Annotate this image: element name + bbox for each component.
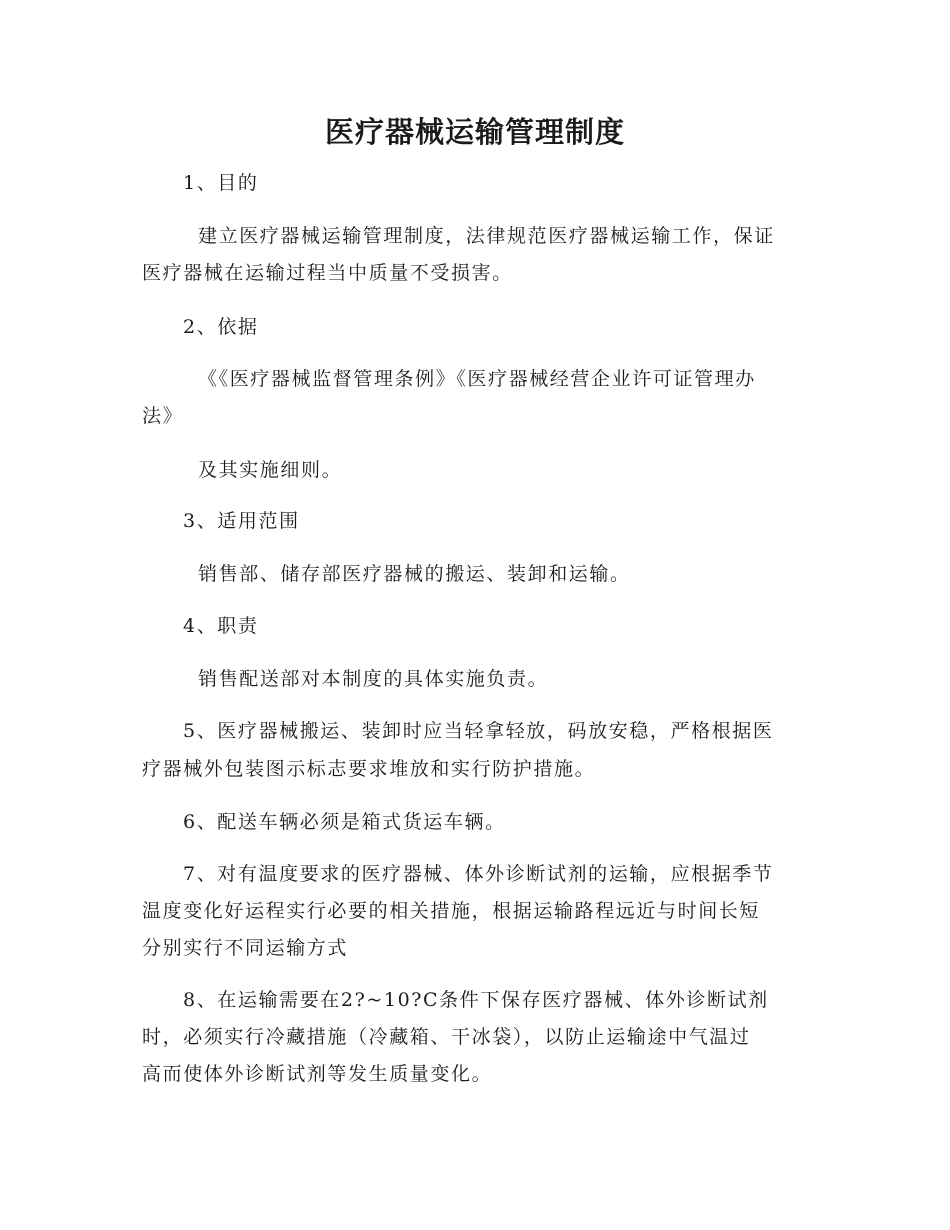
section-2-text-line-2: 法》: [142, 405, 184, 427]
section-7-line-2: 温度变化好运程实行必要的相关措施，根据运输路程远近与时间长短: [142, 900, 761, 922]
section-1-text-line-2: 医疗器械在运输过程当中质量不受损害。: [142, 262, 513, 284]
section-3-heading: 3、适用范围: [183, 510, 300, 532]
section-2-text-line-1: 《《医疗器械监督管理条例》《医疗器械经营企业许可证管理办: [198, 368, 756, 390]
section-6-line: 6、配送车辆必须是箱式货运车辆。: [183, 811, 506, 833]
section-4-heading: 4、职责: [183, 615, 259, 637]
section-8-line-3: 高而使体外诊断试剂等发生质量变化。: [142, 1063, 493, 1085]
section-1-text-line-1: 建立医疗器械运输管理制度，法律规范医疗器械运输工作，保证: [198, 225, 775, 247]
document-title: 医疗器械运输管理制度: [324, 115, 625, 149]
section-5-line-1: 5、医疗器械搬运、装卸时应当轻拿轻放，码放安稳，严格根据医: [183, 720, 774, 742]
section-5-line-2: 疗器械外包装图示标志要求堆放和实行防护措施。: [142, 758, 596, 780]
section-3-text: 销售部、储存部医疗器械的搬运、装卸和运输。: [198, 563, 631, 585]
section-2-text-line-3: 及其实施细则。: [198, 459, 343, 481]
section-7-line-3: 分别实行不同运输方式: [142, 937, 349, 959]
section-1-heading: 1、目的: [183, 172, 259, 194]
section-7-line-1: 7、对有温度要求的医疗器械、体外诊断试剂的运输，应根据季节: [183, 863, 774, 885]
section-8-line-1: 8、在运输需要在2?~10?C条件下保存医疗器械、体外诊断试剂: [183, 989, 769, 1011]
section-2-heading: 2、依据: [183, 316, 259, 338]
section-4-text: 销售配送部对本制度的具体实施负责。: [198, 668, 549, 690]
section-8-line-2: 时，必须实行冷藏措施（冷藏箱、干冰袋），以防止运输途中气温过: [142, 1026, 751, 1048]
